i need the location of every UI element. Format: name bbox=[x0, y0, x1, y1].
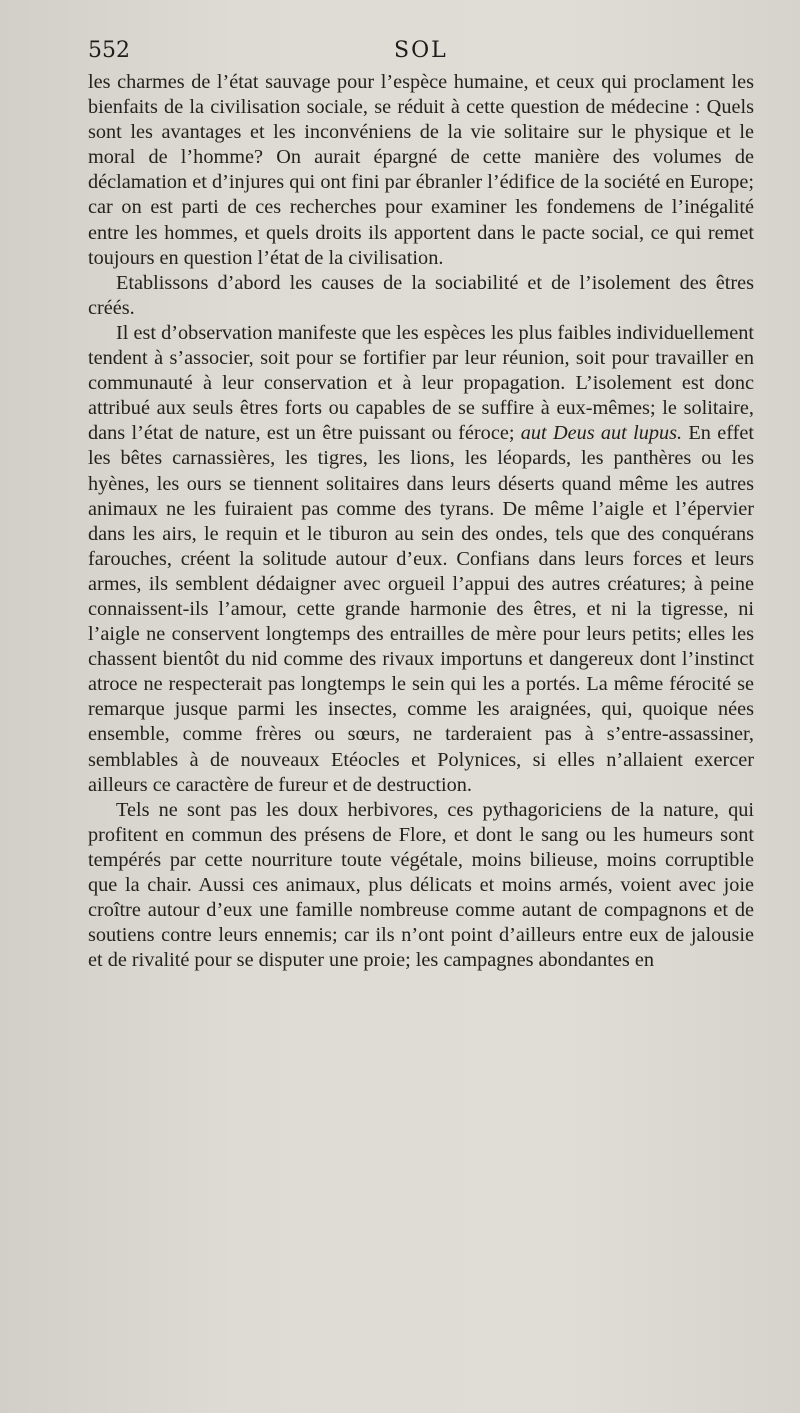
running-head: SOL bbox=[394, 38, 448, 63]
latin-quote: aut Deus aut lupus. bbox=[520, 422, 683, 445]
paragraph-2: Etablissons d’abord les causes de la sociabilité et de l’isolement des êtres créés. bbox=[88, 271, 754, 319]
page-header bbox=[88, 38, 758, 70]
page-number: 552 bbox=[88, 38, 130, 63]
paragraph-3 bbox=[88, 321, 754, 798]
paragraph-3-part-b: En effet les bêtes carnassières, les tigres, les lions, les léopards, les panthères ou les hyènes, les ours se tiennent solitaires dans leurs déserts quand même les autres animaux ne les fuiraient pas comme des tyrans. De même l’aigle et l’épervier dans les airs, le requin et le tiburon au sein des ondes, tels que des conquérans farouches, créent la solitude autour d’eux. Confians dans leurs forces et leurs armes, ils semblent dédaigner avec orgueil l’appui des autres créatures; à peine connaissent-ils l’amour, cette grande harmonie des êtres, et ni la tigresse, ni l’aigle ne conservent longtemps des entrailles de mère pour leurs petits; elles les chassent bientôt du nid comme des rivaux importuns et dangereux dont l’instinct atroce ne respecterait pas longtemps le sein qui les a portés. La même férocité se remarque jusque parmi les insectes, comme les araignées, qui, quoique nées ensemble, comme frères ou sœurs, ne tarderaient pas à s’entre-assassiner, semblables à de nouveaux Etéocles et Polynices, si elles n’allaient exercer ailleurs ce caractère de fureur et de destruction. bbox=[88, 422, 754, 796]
body-text bbox=[88, 70, 754, 973]
paragraph-3-part-a: Il est d’observation manifeste que les espèces les plus faibles individuellement tendent à s’associer, soit pour se fortifier par leur réunion, soit pour travailler en communauté à leur conservation et à leur propagation. L’isolement est donc attribué aux seuls êtres forts ou capables de se suffire à eux-mêmes; le solitaire, dans l’état de nature, est un être puissant ou féroce; bbox=[88, 321, 754, 445]
paragraph-4: Tels ne sont pas les doux herbivores, ces pythagoriciens de la nature, qui profitent en commun des présens de Flore, et dont le sang ou les humeurs sont tempérés par cette nourriture toute végétale, moins bilieuse, moins corruptible que la chair. Aussi ces animaux, plus délicats et moins armés, voient avec joie croître autour d’eux une famille nombreuse comme autant de compagnons et de soutiens contre leurs ennemis; car ils n’ont point d’ailleurs entre eux de jalousie et de rivalité pour se disputer une proie; les campagnes abondantes en bbox=[88, 798, 754, 972]
paragraph-1: les charmes de l’état sauvage pour l’espèce humaine, et ceux qui proclament les bienfaits de la civilisation sociale, se réduit à cette question de médecine : Quels sont les avantages et les inconvéniens de la vie solitaire sur le physique et le moral de l’homme? On aurait épargné de cette manière des volumes de déclamation et d’injures qui ont fini par ébranler l’édifice de la société en Europe; car on est parti de ces recherches pour examiner les fondemens de l’inégalité entre les hommes, et quels droits ils apportent dans le pacte social, ce qui remet toujours en question l’état de la civilisation. bbox=[88, 71, 754, 269]
